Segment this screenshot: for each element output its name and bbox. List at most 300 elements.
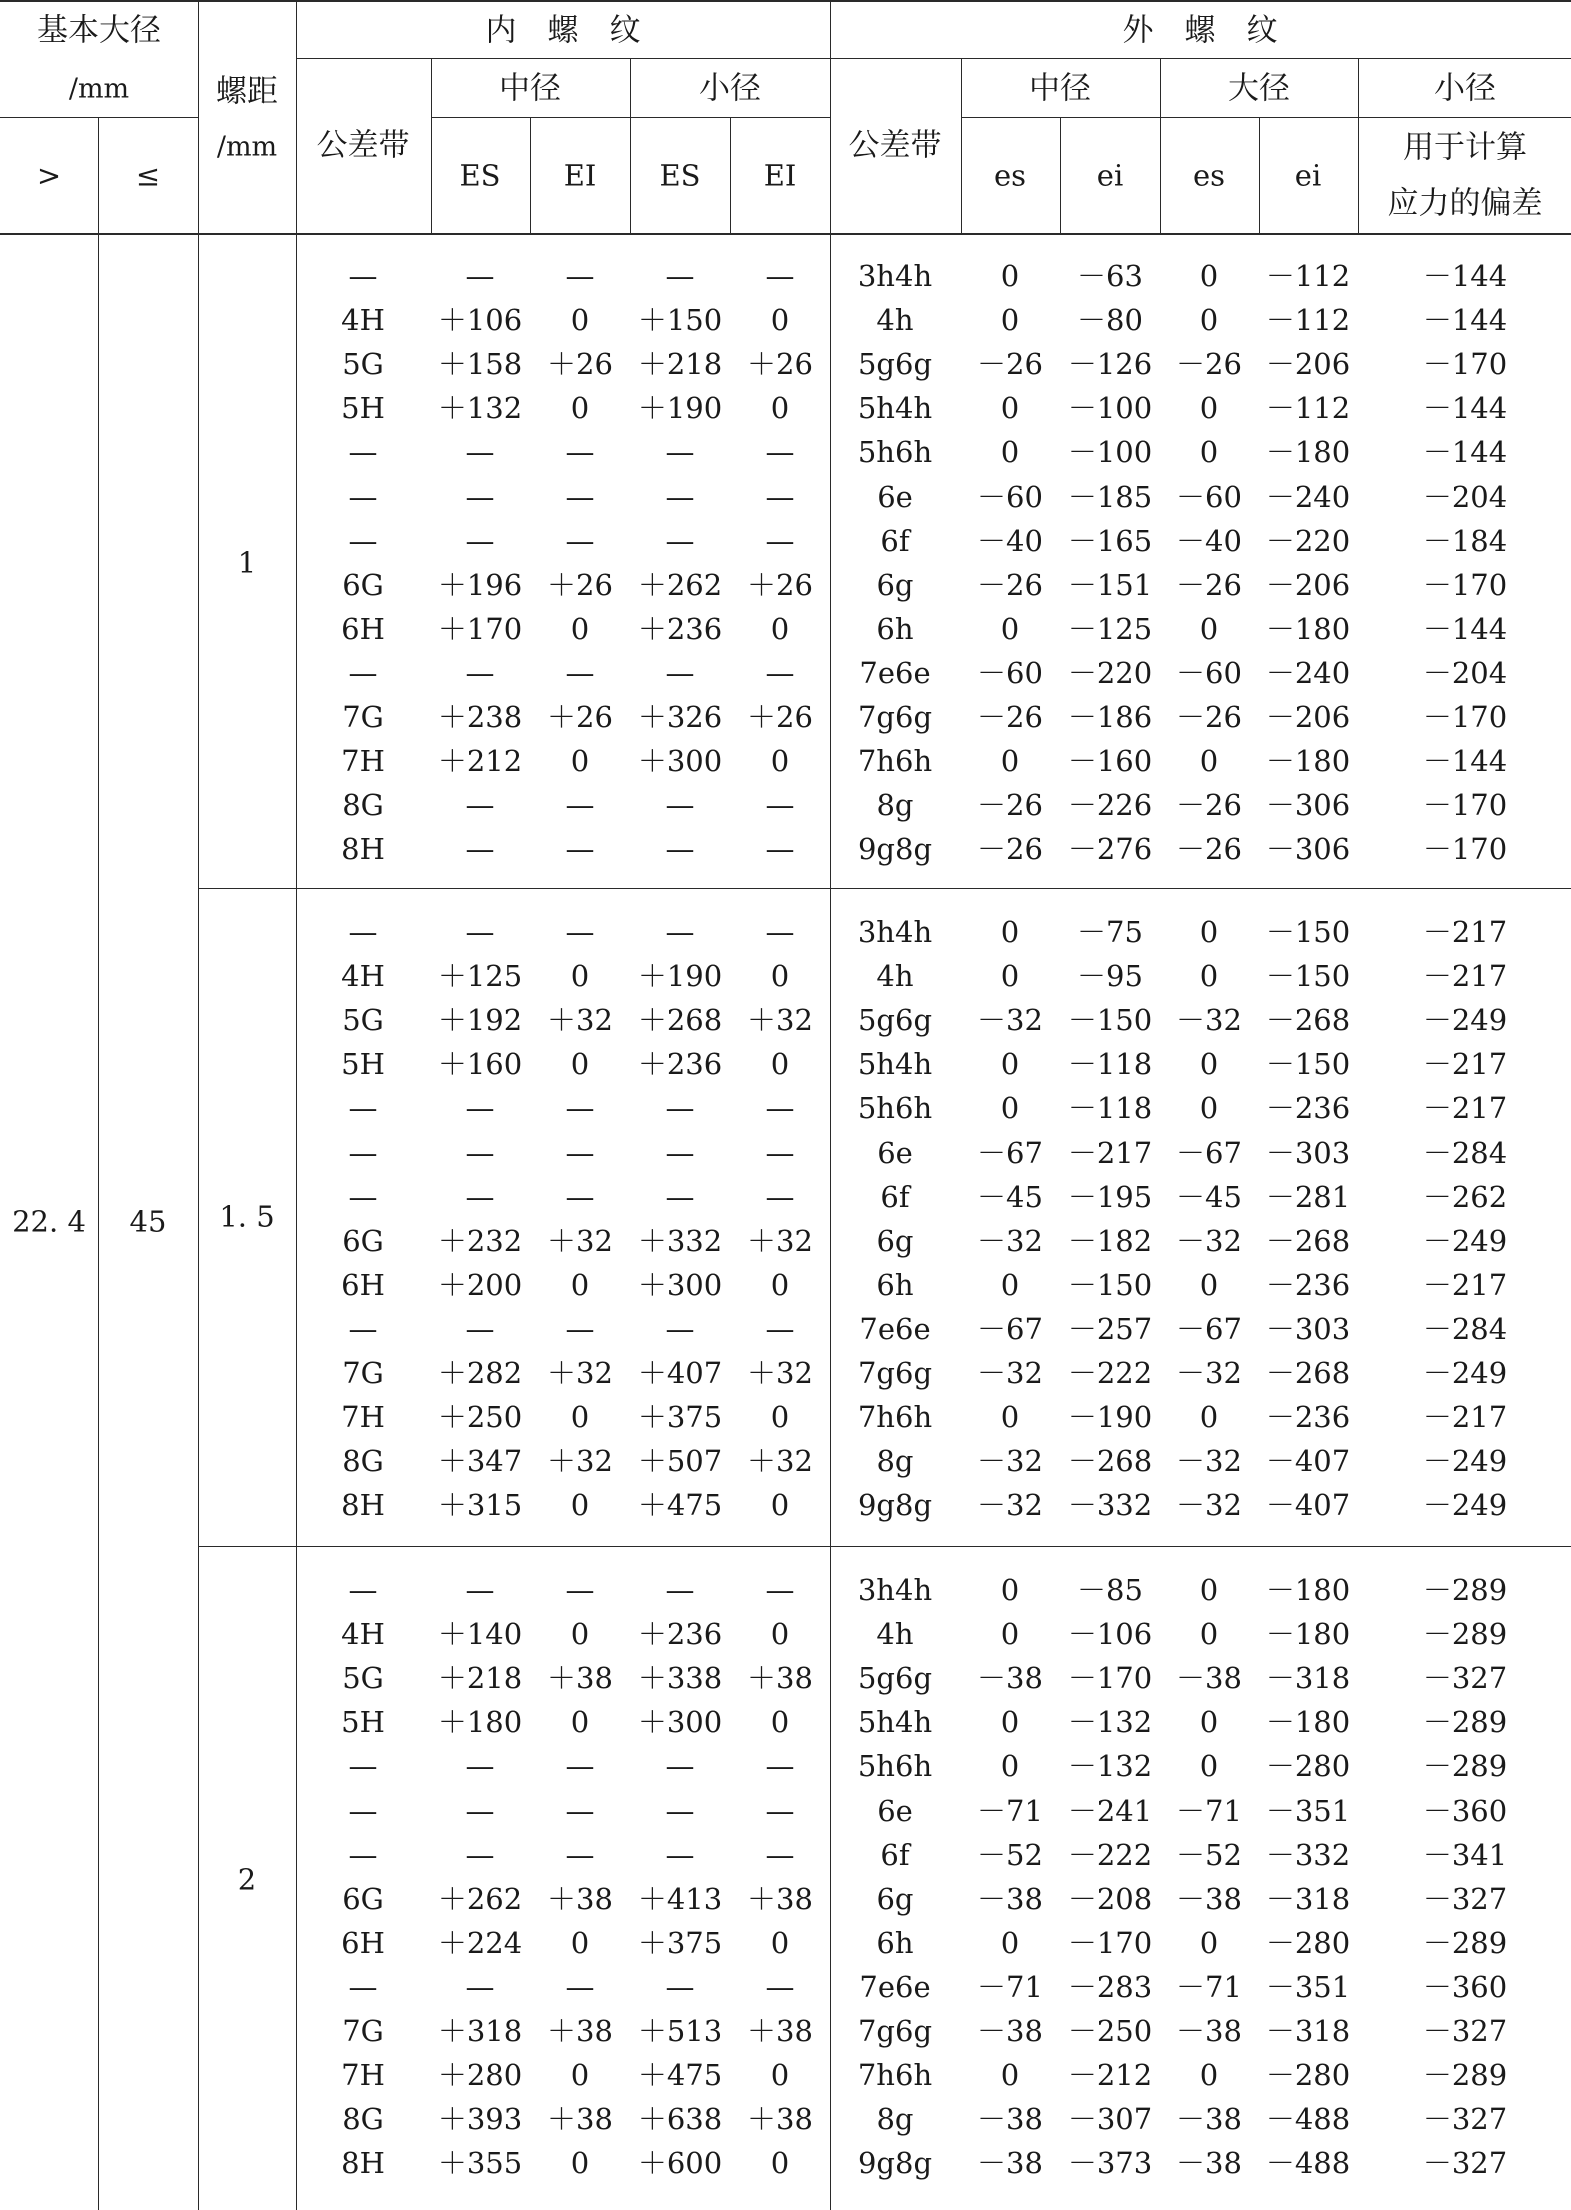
cell-tolerance-band-external: 7e6e [859, 1311, 931, 1346]
header-tolerance-band-internal: 公差带 [316, 127, 410, 164]
cell-pitch-es-internal: ＋212 [437, 744, 523, 779]
table-row [0, 1568, 1571, 1612]
cell-major-es-external: －40 [1176, 523, 1242, 558]
cell-pitch-ei-external: －63 [1077, 259, 1143, 293]
cell-minor-es-internal: ＋190 [637, 391, 723, 426]
table-row [0, 430, 1571, 474]
cell-tolerance-band-external: 5h4h [857, 1047, 933, 1082]
cell-minor-stress-deviation: －144 [1422, 303, 1508, 338]
cell-minor-ei-internal: ＋26 [747, 567, 813, 602]
cell-minor-ei-internal: 0 [770, 1617, 790, 1652]
cell-minor-ei-internal: — [765, 435, 795, 470]
cell-pitch-es-external: －32 [977, 1223, 1043, 1258]
cell-major-es-external: 0 [1199, 259, 1219, 293]
cell-pitch-ei-external: －186 [1067, 700, 1153, 734]
cell-pitch-ei-internal: — [565, 1311, 595, 1346]
cell-minor-ei-internal: 0 [770, 1400, 790, 1435]
cell-pitch-es-external: 0 [1000, 611, 1020, 646]
cell-pitch-es-external: 0 [1000, 1047, 1020, 1082]
cell-minor-stress-deviation: －289 [1422, 1749, 1508, 1784]
table-row [0, 1921, 1571, 1965]
table-row [0, 1483, 1571, 1527]
header-pitch-unit: /mm [216, 131, 278, 163]
cell-pitch-ei-external: －222 [1067, 1837, 1153, 1872]
cell-major-es-external: －67 [1176, 1135, 1242, 1170]
cell-minor-ei-internal: ＋38 [747, 2014, 813, 2048]
cell-minor-ei-internal: — [765, 1573, 795, 1607]
cell-pitch-es-internal: ＋238 [437, 700, 523, 734]
cell-pitch-ei-external: －190 [1067, 1400, 1153, 1435]
table-row [0, 739, 1571, 783]
cell-tolerance-band-internal: 5G [342, 347, 384, 382]
cell-tolerance-band-external: 5h6h [857, 435, 933, 470]
cell-tolerance-band-internal: 5H [341, 1047, 385, 1082]
cell-minor-stress-deviation: －360 [1422, 1969, 1508, 2004]
cell-minor-ei-internal: ＋32 [747, 1223, 813, 1258]
table-row [0, 695, 1571, 739]
cell-minor-es-internal: — [665, 479, 695, 514]
cell-minor-ei-internal: 0 [770, 2146, 790, 2181]
cell-pitch-es-external: －38 [977, 1881, 1043, 1916]
cell-major-ei-external: －112 [1265, 259, 1351, 293]
table-row [0, 910, 1571, 954]
cell-tolerance-band-internal: 8H [341, 832, 385, 867]
cell-minor-stress-deviation: －170 [1422, 347, 1508, 382]
cell-pitch-ei-internal: ＋38 [547, 2014, 613, 2048]
cell-major-es-external: 0 [1199, 611, 1219, 646]
cell-major-ei-external: －236 [1265, 1400, 1351, 1435]
cell-minor-es-internal: — [665, 1793, 695, 1828]
cell-minor-ei-internal: ＋32 [747, 1356, 813, 1390]
cell-pitch-ei-internal: 0 [570, 611, 590, 646]
cell-minor-es-internal: — [665, 1969, 695, 2004]
pitch-label-3: 2 [237, 1862, 257, 1897]
table-row [0, 1307, 1571, 1351]
cell-pitch-ei-internal: ＋32 [547, 1444, 613, 1479]
cell-tolerance-band-external: 8g [876, 1444, 914, 1479]
cell-minor-ei-internal: — [765, 1837, 795, 1872]
cell-pitch-ei-external: －170 [1067, 1925, 1153, 1960]
cell-major-ei-external: －240 [1265, 479, 1351, 514]
cell-pitch-ei-external: －106 [1067, 1617, 1153, 1652]
cell-minor-stress-deviation: －341 [1422, 1837, 1508, 1872]
cell-tolerance-band-external: 3h4h [857, 1573, 933, 1607]
cell-major-es-external: －67 [1176, 1311, 1242, 1346]
cell-pitch-ei-external: －283 [1067, 1969, 1153, 2004]
cell-minor-stress-deviation: －327 [1422, 2102, 1508, 2137]
cell-major-es-external: 0 [1199, 391, 1219, 426]
cell-major-es-external: －32 [1176, 1488, 1242, 1523]
cell-pitch-es-internal: — [465, 259, 495, 293]
rule-header-bottom [0, 233, 1571, 235]
cell-pitch-ei-internal: — [565, 1793, 595, 1828]
cell-minor-es-internal: ＋407 [637, 1356, 723, 1390]
cell-minor-ei-internal: — [765, 1311, 795, 1346]
cell-tolerance-band-external: 6h [876, 1267, 914, 1302]
cell-minor-ei-internal: — [765, 1749, 795, 1784]
cell-minor-ei-internal: — [765, 1091, 795, 1126]
cell-minor-ei-internal: ＋38 [747, 1881, 813, 1916]
cell-tolerance-band-external: 5h6h [857, 1749, 933, 1784]
table-row [0, 1700, 1571, 1744]
cell-major-es-external: 0 [1199, 1573, 1219, 1607]
cell-major-ei-external: －112 [1265, 391, 1351, 426]
cell-pitch-ei-internal: ＋38 [547, 1661, 613, 1696]
cell-tolerance-band-external: 6e [877, 479, 913, 514]
cell-minor-ei-internal: — [765, 479, 795, 514]
cell-pitch-es-external: 0 [1000, 259, 1020, 293]
cell-pitch-ei-external: －170 [1067, 1661, 1153, 1696]
cell-pitch-ei-external: －276 [1067, 832, 1153, 867]
cell-tolerance-band-internal: 6G [342, 1223, 384, 1258]
cell-major-es-external: －26 [1176, 567, 1242, 602]
col-line-13 [1358, 58, 1359, 233]
cell-major-ei-external: －150 [1265, 1047, 1351, 1082]
cell-tolerance-band-external: 7g6g [857, 2014, 933, 2048]
rule-group-2 [198, 1546, 1571, 1547]
cell-major-ei-external: －407 [1265, 1488, 1351, 1523]
cell-pitch-ei-internal: ＋32 [547, 1003, 613, 1038]
cell-pitch-es-external: －32 [977, 1488, 1043, 1523]
table-row [0, 2141, 1571, 2185]
cell-pitch-ei-external: －118 [1067, 1047, 1153, 1082]
table-row [0, 1439, 1571, 1483]
col-line-5 [530, 117, 531, 233]
cell-minor-ei-internal: 0 [770, 1488, 790, 1523]
cell-minor-es-internal: ＋218 [637, 347, 723, 382]
cell-major-es-external: 0 [1199, 2058, 1219, 2093]
cell-major-ei-external: －236 [1265, 1267, 1351, 1302]
cell-tolerance-band-internal: 7G [342, 700, 384, 734]
table-row [0, 1263, 1571, 1307]
cell-major-es-external: －45 [1176, 1179, 1242, 1214]
header-external-thread: 外 螺 纹 [1122, 12, 1278, 49]
cell-major-es-external: －26 [1176, 832, 1242, 867]
header-gt: > [36, 158, 62, 193]
cell-minor-ei-internal: 0 [770, 611, 790, 646]
cell-pitch-es-internal: — [465, 915, 495, 949]
cell-tolerance-band-external: 7g6g [857, 700, 933, 734]
cell-pitch-ei-external: －195 [1067, 1179, 1153, 1214]
cell-tolerance-band-external: 6h [876, 611, 914, 646]
cell-pitch-ei-internal: ＋26 [547, 567, 613, 602]
cell-major-ei-external: －206 [1265, 347, 1351, 382]
cell-minor-ei-internal: ＋26 [747, 347, 813, 382]
header-le: ≤ [135, 158, 161, 193]
cell-tolerance-band-internal: — [348, 655, 378, 690]
cell-minor-es-internal: ＋150 [637, 303, 723, 338]
rule-header-2-right [296, 58, 1571, 59]
cell-pitch-es-internal: ＋196 [437, 567, 523, 602]
cell-minor-es-internal: ＋300 [637, 1705, 723, 1740]
cell-pitch-ei-external: －268 [1067, 1444, 1153, 1479]
cell-tolerance-band-external: 6f [880, 1837, 910, 1872]
cell-pitch-es-internal: — [465, 1179, 495, 1214]
cell-tolerance-band-internal: — [348, 1969, 378, 2004]
cell-pitch-es-internal: ＋315 [437, 1488, 523, 1523]
cell-minor-es-internal: ＋332 [637, 1223, 723, 1258]
cell-tolerance-band-internal: 4H [341, 303, 385, 338]
cell-pitch-es-internal: — [465, 1969, 495, 2004]
cell-minor-es-internal: — [665, 832, 695, 867]
cell-pitch-es-external: －52 [977, 1837, 1043, 1872]
cell-pitch-ei-internal: — [565, 259, 595, 293]
cell-tolerance-band-external: 9g8g [857, 1488, 933, 1523]
cell-tolerance-band-internal: — [348, 1179, 378, 1214]
cell-minor-ei-internal: — [765, 788, 795, 823]
table-row [0, 2053, 1571, 2097]
cell-pitch-es-external: －38 [977, 2102, 1043, 2137]
table-row [0, 607, 1571, 651]
cell-pitch-ei-external: －132 [1067, 1705, 1153, 1740]
cell-major-es-external: －32 [1176, 1003, 1242, 1038]
cell-major-ei-external: －351 [1265, 1793, 1351, 1828]
cell-pitch-ei-external: －220 [1067, 655, 1153, 690]
cell-pitch-ei-internal: 0 [570, 1047, 590, 1082]
cell-major-ei-external: －488 [1265, 2146, 1351, 2181]
cell-major-es-external: 0 [1199, 1925, 1219, 1960]
table-row [0, 827, 1571, 871]
cell-tolerance-band-internal: 6G [342, 567, 384, 602]
cell-minor-stress-deviation: －217 [1422, 959, 1508, 994]
cell-pitch-es-external: 0 [1000, 1267, 1020, 1302]
header-ei-minor-internal: EI [763, 158, 797, 193]
cell-tolerance-band-external: 7e6e [859, 655, 931, 690]
cell-pitch-es-external: －67 [977, 1311, 1043, 1346]
cell-minor-es-internal: ＋236 [637, 1617, 723, 1652]
cell-pitch-es-external: 0 [1000, 1749, 1020, 1784]
header-es-pitch-internal: ES [459, 158, 501, 193]
table-row [0, 1965, 1571, 2009]
cell-major-es-external: －38 [1176, 2146, 1242, 2181]
header-minor-diameter-external: 小径 [1434, 70, 1496, 107]
cell-tolerance-band-internal: 4H [341, 1617, 385, 1652]
cell-minor-ei-internal: ＋32 [747, 1444, 813, 1479]
cell-pitch-es-internal: ＋355 [437, 2146, 523, 2181]
header-major-diameter-external: 大径 [1228, 70, 1290, 107]
col-line-12 [1259, 117, 1260, 233]
table-row [0, 998, 1571, 1042]
cell-pitch-ei-internal: 0 [570, 391, 590, 426]
cell-tolerance-band-internal: 6H [341, 1925, 385, 1960]
cell-pitch-es-internal: ＋262 [437, 1881, 523, 1916]
cell-minor-stress-deviation: －204 [1422, 479, 1508, 514]
cell-pitch-ei-internal: 0 [570, 2058, 590, 2093]
cell-major-es-external: －60 [1176, 655, 1242, 690]
cell-minor-stress-deviation: －327 [1422, 1661, 1508, 1696]
cell-pitch-es-internal: ＋282 [437, 1356, 523, 1390]
cell-major-es-external: 0 [1199, 1749, 1219, 1784]
cell-tolerance-band-external: 6e [877, 1793, 913, 1828]
cell-pitch-es-external: 0 [1000, 2058, 1020, 2093]
cell-minor-es-internal: — [665, 788, 695, 823]
cell-minor-es-internal: ＋236 [637, 611, 723, 646]
col-line-6 [630, 58, 631, 233]
table-row [0, 1175, 1571, 1219]
cell-pitch-ei-external: －257 [1067, 1311, 1153, 1346]
cell-minor-stress-deviation: －327 [1422, 1881, 1508, 1916]
cell-pitch-es-external: －60 [977, 479, 1043, 514]
table-row [0, 1351, 1571, 1395]
cell-pitch-ei-internal: — [565, 915, 595, 949]
cell-minor-es-internal: ＋326 [637, 700, 723, 734]
cell-tolerance-band-internal: 6G [342, 1881, 384, 1916]
cell-tolerance-band-external: 5h6h [857, 1091, 933, 1126]
cell-pitch-es-internal: ＋232 [437, 1223, 523, 1258]
rule-group-1 [198, 888, 1571, 889]
table-row [0, 298, 1571, 342]
cell-pitch-ei-external: －85 [1077, 1573, 1143, 1607]
cell-major-es-external: －32 [1176, 1356, 1242, 1390]
cell-pitch-es-internal: ＋158 [437, 347, 523, 382]
cell-minor-ei-internal: 0 [770, 1267, 790, 1302]
cell-pitch-es-external: －60 [977, 655, 1043, 690]
cell-tolerance-band-internal: 7H [341, 744, 385, 779]
cell-tolerance-band-internal: 8H [341, 1488, 385, 1523]
cell-tolerance-band-internal: — [348, 259, 378, 293]
header-es-pitch-external: es [993, 158, 1027, 193]
cell-major-es-external: 0 [1199, 1267, 1219, 1302]
table-row [0, 2009, 1571, 2053]
col-line-10 [1060, 117, 1061, 233]
cell-major-ei-external: －318 [1265, 1661, 1351, 1696]
cell-pitch-ei-internal: ＋38 [547, 2102, 613, 2137]
table-row [0, 1789, 1571, 1833]
cell-pitch-es-external: 0 [1000, 1617, 1020, 1652]
cell-major-ei-external: －180 [1265, 611, 1351, 646]
cell-pitch-es-external: 0 [1000, 1705, 1020, 1740]
cell-minor-ei-internal: ＋32 [747, 1003, 813, 1038]
cell-major-ei-external: －488 [1265, 2102, 1351, 2137]
cell-tolerance-band-internal: 5G [342, 1003, 384, 1038]
cell-minor-ei-internal: 0 [770, 1925, 790, 1960]
cell-tolerance-band-internal: 8G [342, 788, 384, 823]
cell-pitch-es-internal: ＋318 [437, 2014, 523, 2048]
cell-pitch-ei-internal: — [565, 435, 595, 470]
cell-tolerance-band-internal: 7H [341, 1400, 385, 1435]
cell-pitch-ei-external: －126 [1067, 347, 1153, 382]
cell-pitch-ei-external: －160 [1067, 744, 1153, 779]
cell-major-es-external: 0 [1199, 1091, 1219, 1126]
cell-minor-ei-internal: — [765, 1179, 795, 1214]
cell-major-ei-external: －180 [1265, 1617, 1351, 1652]
cell-major-es-external: 0 [1199, 1705, 1219, 1740]
cell-minor-ei-internal: ＋38 [747, 1661, 813, 1696]
cell-major-ei-external: －332 [1265, 1837, 1351, 1872]
cell-major-es-external: －32 [1176, 1444, 1242, 1479]
header-es-minor-internal: ES [659, 158, 701, 193]
table-row [0, 1833, 1571, 1877]
cell-pitch-ei-internal: — [565, 1969, 595, 2004]
cell-tolerance-band-internal: 5G [342, 1661, 384, 1696]
rule-header-3-ext [961, 117, 1571, 118]
cell-pitch-es-external: 0 [1000, 391, 1020, 426]
cell-major-ei-external: －318 [1265, 2014, 1351, 2048]
cell-major-ei-external: －318 [1265, 1881, 1351, 1916]
cell-minor-stress-deviation: －217 [1422, 915, 1508, 949]
cell-pitch-ei-external: －373 [1067, 2146, 1153, 2181]
cell-pitch-ei-internal: 0 [570, 959, 590, 994]
cell-major-es-external: 0 [1199, 744, 1219, 779]
cell-minor-es-internal: ＋413 [637, 1881, 723, 1916]
cell-minor-stress-deviation: －327 [1422, 2014, 1508, 2048]
cell-minor-es-internal: ＋638 [637, 2102, 723, 2137]
cell-pitch-es-internal: ＋140 [437, 1617, 523, 1652]
cell-minor-es-internal: ＋300 [637, 1267, 723, 1302]
cell-pitch-ei-external: －165 [1067, 523, 1153, 558]
cell-major-es-external: 0 [1199, 1617, 1219, 1652]
cell-pitch-es-external: －26 [977, 567, 1043, 602]
table-row [0, 1395, 1571, 1439]
cell-tolerance-band-internal: 5H [341, 1705, 385, 1740]
cell-minor-stress-deviation: －170 [1422, 832, 1508, 867]
cell-major-ei-external: －306 [1265, 788, 1351, 823]
table-row [0, 1656, 1571, 1700]
cell-major-ei-external: －150 [1265, 959, 1351, 994]
table-row [0, 1086, 1571, 1130]
header-internal-thread: 内 螺 纹 [485, 12, 641, 49]
cell-pitch-es-internal: — [465, 1091, 495, 1126]
cell-pitch-es-external: －26 [977, 832, 1043, 867]
cell-major-es-external: 0 [1199, 303, 1219, 338]
cell-minor-es-internal: — [665, 915, 695, 949]
table-row [0, 1219, 1571, 1263]
cell-minor-stress-deviation: －217 [1422, 1047, 1508, 1082]
cell-major-ei-external: －407 [1265, 1444, 1351, 1479]
cell-tolerance-band-internal: 7G [342, 1356, 384, 1390]
cell-pitch-es-external: 0 [1000, 1573, 1020, 1607]
col-line-4 [431, 58, 432, 233]
cell-tolerance-band-external: 5g6g [857, 1661, 933, 1696]
cell-major-ei-external: －303 [1265, 1311, 1351, 1346]
cell-minor-es-internal: — [665, 259, 695, 293]
cell-major-es-external: －52 [1176, 1837, 1242, 1872]
cell-minor-ei-internal: — [765, 915, 795, 949]
cell-pitch-es-internal: ＋125 [437, 959, 523, 994]
cell-pitch-es-internal: — [465, 1793, 495, 1828]
cell-pitch-ei-internal: ＋26 [547, 347, 613, 382]
cell-pitch-es-internal: ＋170 [437, 611, 523, 646]
cell-major-es-external: 0 [1199, 1047, 1219, 1082]
cell-minor-stress-deviation: －327 [1422, 2146, 1508, 2181]
cell-minor-stress-deviation: －284 [1422, 1135, 1508, 1170]
cell-pitch-ei-external: －100 [1067, 435, 1153, 470]
cell-minor-ei-internal: 0 [770, 1705, 790, 1740]
cell-pitch-es-external: 0 [1000, 959, 1020, 994]
cell-pitch-es-internal: ＋347 [437, 1444, 523, 1479]
cell-major-ei-external: －281 [1265, 1179, 1351, 1214]
cell-minor-stress-deviation: －249 [1422, 1003, 1508, 1038]
cell-minor-stress-deviation: －217 [1422, 1091, 1508, 1126]
cell-major-ei-external: －180 [1265, 1705, 1351, 1740]
cell-pitch-ei-internal: 0 [570, 1617, 590, 1652]
cell-minor-es-internal: ＋338 [637, 1661, 723, 1696]
cell-minor-es-internal: — [665, 1135, 695, 1170]
cell-pitch-ei-internal: — [565, 1573, 595, 1607]
cell-tolerance-band-internal: 8G [342, 2102, 384, 2137]
cell-minor-ei-internal: — [765, 1135, 795, 1170]
table-row [0, 254, 1571, 298]
cell-major-ei-external: －206 [1265, 700, 1351, 734]
cell-minor-es-internal: ＋190 [637, 959, 723, 994]
cell-minor-es-internal: — [665, 1837, 695, 1872]
header-basic-unit: /mm [68, 73, 130, 105]
cell-tolerance-band-external: 7e6e [859, 1969, 931, 2004]
cell-tolerance-band-external: 4h [876, 303, 914, 338]
cell-pitch-es-external: 0 [1000, 744, 1020, 779]
cell-tolerance-band-external: 6g [876, 1881, 914, 1916]
cell-pitch-ei-internal: — [565, 1135, 595, 1170]
